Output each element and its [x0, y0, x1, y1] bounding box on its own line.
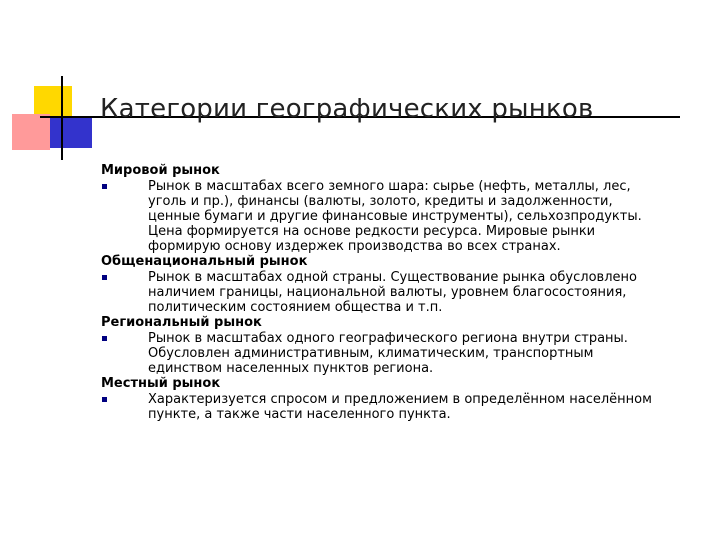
text-line: Рынок в масштабах всего земного шара: сырье (нефть, металлы, лес, [148, 179, 631, 194]
section-heading: Мировой рынок [101, 163, 220, 178]
text-line: пункте, а также части населенного пункта. [148, 407, 451, 422]
decor-vertical-line [61, 76, 63, 160]
section-world-market [101, 163, 701, 254]
decor-blue-square [50, 118, 92, 148]
bullet-item [101, 179, 701, 254]
section-national-market [101, 254, 701, 315]
square-bullet-icon [102, 184, 107, 189]
text-line: наличием границы, национальной валюты, уровнем благосостояния, [148, 285, 627, 300]
slide-content [101, 163, 701, 422]
section-heading: Региональный рынок [101, 315, 262, 330]
square-bullet-icon [102, 336, 107, 341]
text-line: Характеризуется спросом и предложением в определённом населённом [148, 392, 652, 407]
bullet-item [101, 331, 701, 376]
text-line: политическим состоянием общества и т.п. [148, 300, 443, 315]
text-line: уголь и пр.), финансы (валюты, золото, кредиты и задолженности, [148, 194, 613, 209]
text-line: ценные бумаги и другие финансовые инструменты), сельхозпродукты. [148, 209, 642, 224]
text-line: Рынок в масштабах одной страны. Существование рынка обусловлено [148, 270, 637, 285]
section-heading: Общенациональный рынок [101, 254, 308, 269]
slide-title: Категории географических рынков [100, 94, 594, 124]
text-line: Цена формируется на основе редкости ресурса. Мировые рынки [148, 224, 596, 239]
bullet-item [101, 270, 701, 315]
bullet-item [101, 392, 701, 422]
section-regional-market [101, 315, 701, 376]
text-line: формирую основу издержек производства во всех странах. [148, 239, 561, 254]
decor-red-square [12, 114, 50, 150]
text-line: единством населенных пунктов региона. [148, 361, 434, 376]
section-local-market [101, 376, 701, 422]
section-heading: Местный рынок [101, 376, 221, 391]
square-bullet-icon [102, 275, 107, 280]
text-line: Рынок в масштабах одного географического региона внутри страны. [148, 331, 628, 346]
text-line: Обусловлен административным, климатическим, транспортным [148, 346, 594, 361]
square-bullet-icon [102, 397, 107, 402]
